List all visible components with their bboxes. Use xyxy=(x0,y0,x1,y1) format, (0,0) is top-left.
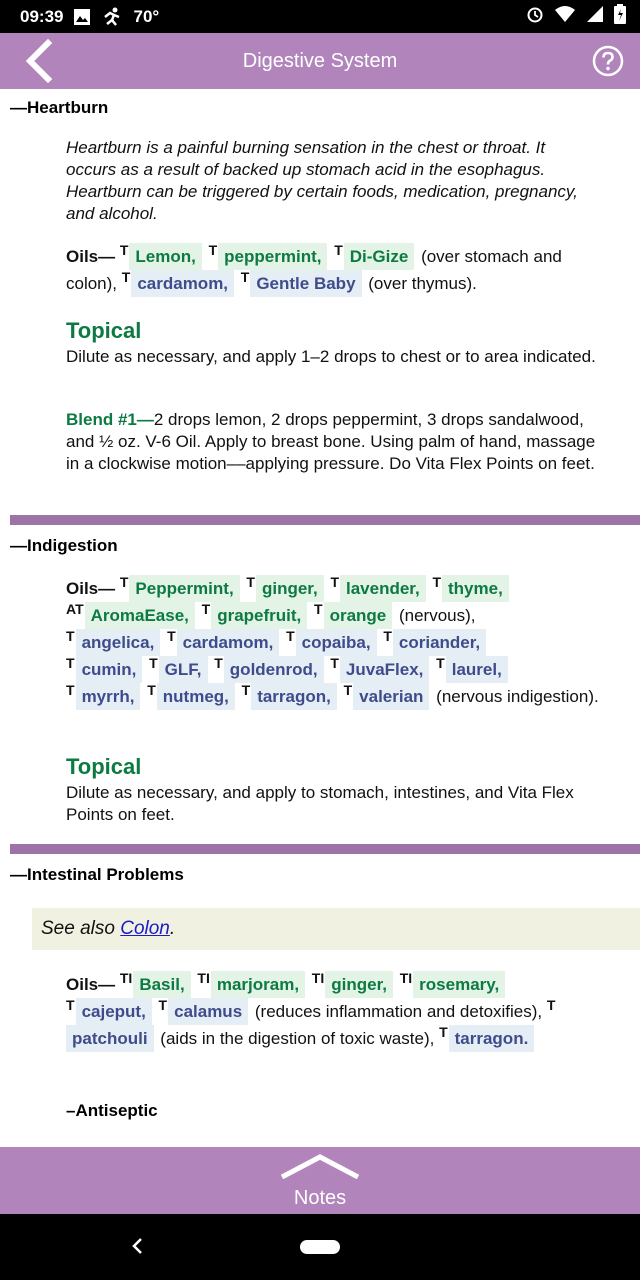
notes-label[interactable]: Notes xyxy=(293,1187,347,1209)
oil-mark: T xyxy=(167,628,176,645)
oil-mark: T xyxy=(330,655,339,672)
oil-link[interactable]: cardamom, xyxy=(177,629,280,656)
oil-link[interactable]: Lemon, xyxy=(129,243,201,270)
oil-link[interactable]: tarragon. xyxy=(449,1025,535,1052)
signal-icon xyxy=(586,5,604,28)
oil-mark: T xyxy=(158,997,168,1014)
oil-mark: TI xyxy=(119,970,133,987)
topical-heading: Topical xyxy=(66,754,142,779)
oil-link[interactable]: Gentle Baby xyxy=(250,270,361,297)
oil-note: (nervous), xyxy=(398,606,476,625)
oil-mark: T xyxy=(330,574,339,591)
oil-link[interactable]: AromaEase, xyxy=(85,602,195,629)
oil-link[interactable]: orange xyxy=(324,602,393,629)
oil-mark: T xyxy=(66,997,75,1014)
app-bar xyxy=(0,33,640,89)
oil-mark: T xyxy=(343,682,353,699)
section-divider xyxy=(10,515,640,525)
oil-note: (aids in the digestion of toxic waste), xyxy=(160,1029,435,1048)
section-divider xyxy=(10,844,640,854)
oil-link[interactable]: myrrh, xyxy=(76,683,141,710)
oils-label: Oils— xyxy=(66,247,116,266)
oil-mark: T xyxy=(383,628,392,645)
oil-mark: T xyxy=(147,682,156,699)
oil-link[interactable]: laurel, xyxy=(446,656,508,683)
alarm-icon xyxy=(526,5,544,28)
oil-mark: T xyxy=(241,682,251,699)
content-area[interactable] xyxy=(0,89,640,1147)
oil-link[interactable]: grapefruit, xyxy=(211,602,307,629)
oil-link[interactable]: goldenrod, xyxy=(224,656,324,683)
oil-mark: T xyxy=(66,655,75,672)
oil-mark: T xyxy=(334,242,343,259)
oil-mark: T xyxy=(546,997,556,1014)
topical-text: Dilute as necessary, and apply to stomach, intestines, and Vita Flex Points on feet. xyxy=(66,783,574,824)
system-nav-bar xyxy=(0,1214,640,1280)
oil-mark: T xyxy=(432,574,442,591)
oil-link[interactable]: Basil, xyxy=(133,971,190,998)
section-title-heartburn: —Heartburn xyxy=(10,98,109,117)
topical-heading: Topical xyxy=(66,318,142,343)
see-also-link-colon[interactable]: Colon xyxy=(120,918,170,939)
nav-back-icon[interactable] xyxy=(128,1236,148,1256)
page-title: Digestive System xyxy=(242,50,398,72)
oil-note: (over thymus). xyxy=(368,274,477,293)
oil-mark: T xyxy=(240,269,250,286)
heartburn-description: Heartburn is a painful burning sensation in the chest or throat. It occurs as a result of backed up stomach acid in the esophagus. Heartburn can be triggered by certain foods, medication, pregnancy, and alcohol. xyxy=(66,138,578,223)
oil-link[interactable]: rosemary, xyxy=(413,971,505,998)
blend-text xyxy=(66,409,596,475)
oil-note: (nervous indigestion). xyxy=(436,687,599,706)
oil-mark: T xyxy=(119,574,129,591)
wifi-icon xyxy=(554,5,576,28)
image-icon xyxy=(73,8,91,26)
oil-link[interactable]: coriander, xyxy=(393,629,486,656)
oil-link[interactable]: peppermint, xyxy=(218,243,327,270)
battery-icon xyxy=(614,4,626,29)
topical-text: Dilute as necessary, and apply 1–2 drops to chest or to area indicated. xyxy=(66,347,596,366)
oil-link[interactable]: patchouli xyxy=(66,1025,154,1052)
nav-home-pill[interactable] xyxy=(300,1240,340,1254)
oil-mark: T xyxy=(66,682,75,699)
oil-mark: T xyxy=(119,242,129,259)
oil-mark: T xyxy=(201,601,211,618)
section-title-indigestion: —Indigestion xyxy=(10,536,118,555)
oil-link[interactable]: cardamom, xyxy=(131,270,234,297)
subsection-title-antiseptic: –Antiseptic xyxy=(66,1101,158,1120)
oil-mark: T xyxy=(436,655,445,672)
oil-link[interactable]: thyme, xyxy=(442,575,509,602)
heartburn-oils xyxy=(66,243,606,297)
oil-link[interactable]: GLF, xyxy=(159,656,208,683)
oil-link[interactable]: calamus xyxy=(168,998,248,1025)
oil-link[interactable]: valerian xyxy=(353,683,429,710)
chevron-up-icon[interactable] xyxy=(280,1153,360,1179)
see-also-suffix: . xyxy=(169,918,176,939)
oil-note: (over stomach and colon), xyxy=(66,247,562,293)
oil-mark: T xyxy=(439,1024,448,1041)
oil-mark: AT xyxy=(66,601,84,618)
oil-link[interactable]: JuvaFlex, xyxy=(340,656,430,683)
oil-mark: T xyxy=(246,574,255,591)
see-also-box xyxy=(32,908,640,950)
see-also-prefix: See also xyxy=(41,918,121,939)
oil-mark: T xyxy=(66,628,75,645)
section-title-intestinal: —Intestinal Problems xyxy=(10,865,184,884)
intestinal-oils xyxy=(66,971,606,1052)
oil-link[interactable]: angelica, xyxy=(76,629,161,656)
status-bar xyxy=(0,0,640,33)
oil-link[interactable]: ginger, xyxy=(256,575,324,602)
oil-link[interactable]: tarragon, xyxy=(251,683,337,710)
oil-mark: TI xyxy=(197,970,210,987)
oil-link[interactable]: Peppermint, xyxy=(129,575,239,602)
oil-mark: TI xyxy=(399,970,413,987)
oil-link[interactable]: Di-Gize xyxy=(344,243,415,270)
blend-label: Blend #1— xyxy=(66,410,154,429)
oil-mark: T xyxy=(286,628,295,645)
status-temp: 70° xyxy=(133,6,160,26)
running-icon xyxy=(101,7,123,27)
oil-mark: T xyxy=(214,655,223,672)
oil-note: (reduces inflammation and detoxifies), xyxy=(254,1002,543,1021)
blend-body: 2 drops lemon, 2 drops peppermint, 3 drops sandalwood, and ½ oz. V-6 Oil. Apply to breast bone. Using palm of hand, massage in a clockwise motion––applying pressure. Do Vita Flex Points on feet. xyxy=(66,410,596,473)
oil-link[interactable]: ginger, xyxy=(325,971,393,998)
oil-mark: T xyxy=(149,655,158,672)
status-time: 09:39 xyxy=(20,6,64,26)
oil-link[interactable]: nutmeg, xyxy=(157,683,235,710)
oils-label: Oils— xyxy=(66,579,116,598)
oil-link[interactable]: copaiba, xyxy=(296,629,377,656)
oil-mark: T xyxy=(314,601,323,618)
oils-label: Oils— xyxy=(66,975,116,994)
help-icon[interactable] xyxy=(592,45,624,77)
oil-mark: TI xyxy=(311,970,325,987)
indigestion-oils xyxy=(66,575,606,710)
oil-link[interactable]: marjoram, xyxy=(211,971,305,998)
oil-mark: T xyxy=(208,242,218,259)
notes-bar[interactable] xyxy=(0,1147,640,1214)
oil-link[interactable]: lavender, xyxy=(340,575,426,602)
oil-link[interactable]: cajeput, xyxy=(76,998,152,1025)
oil-mark: T xyxy=(121,269,131,286)
oil-link[interactable]: cumin, xyxy=(76,656,143,683)
